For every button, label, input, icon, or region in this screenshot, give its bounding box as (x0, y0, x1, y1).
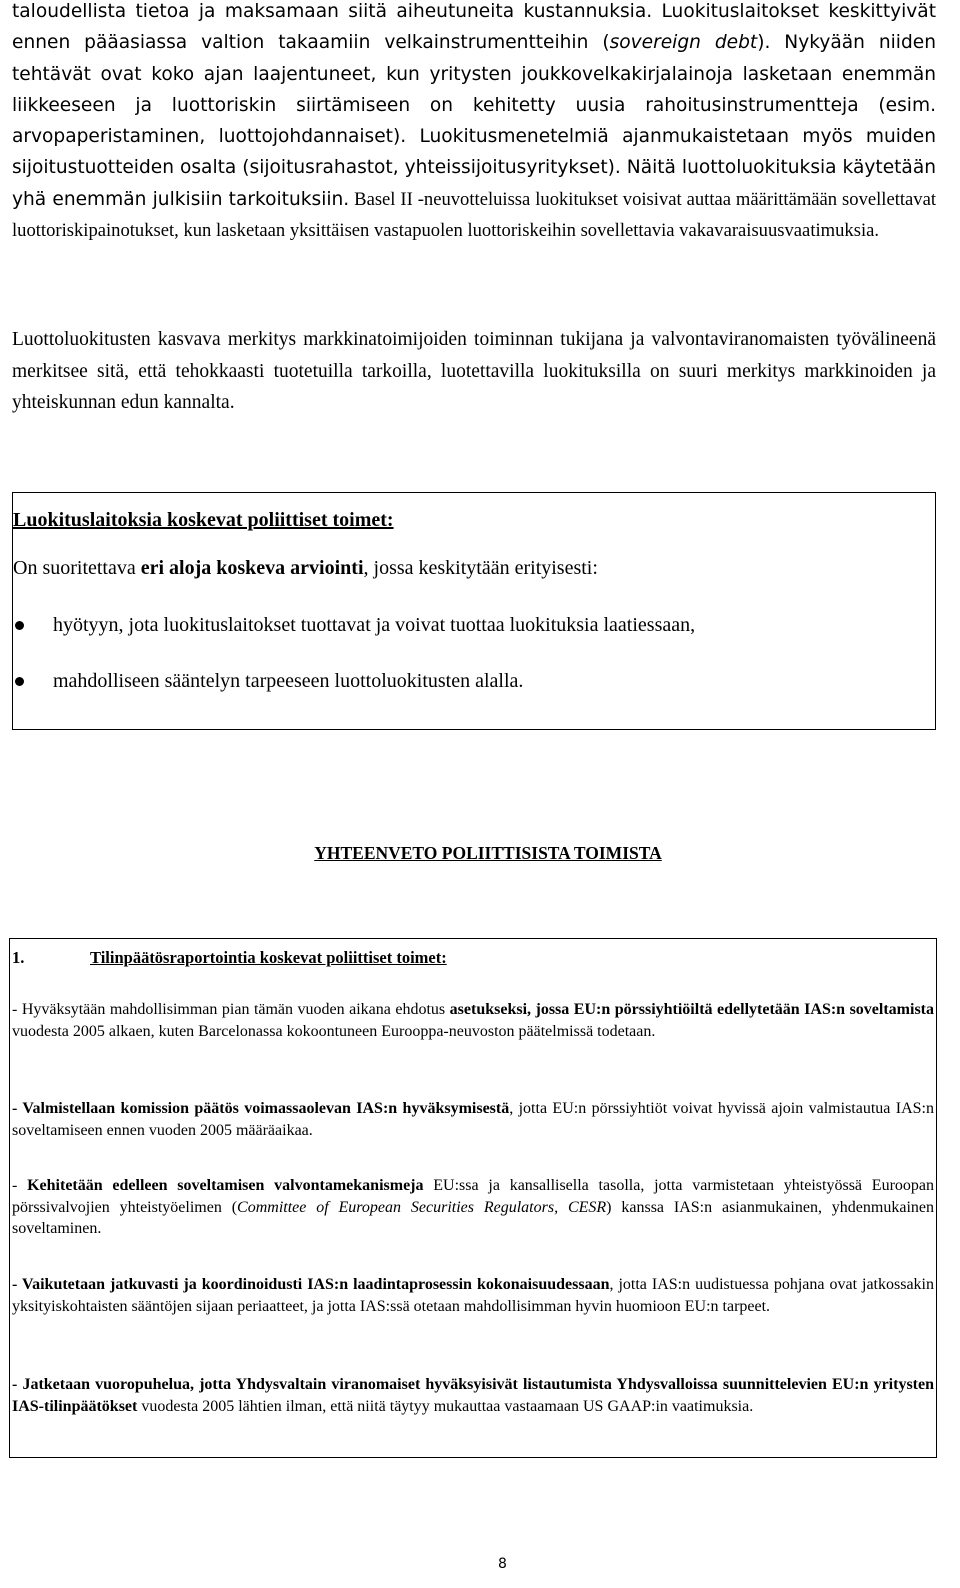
policy-box-financial-reporting (9, 938, 937, 1458)
italic-term: sovereign debt (609, 32, 758, 54)
section-number: 1. (12, 948, 25, 967)
paragraph-text: Basel II -neuvotteluissa luokitukset voisivat auttaa määrittämään sovellettavat luottoriskipainotukset, kun lasketaan yksittäisen vastapuolen luottoriskeihin sovellettavia vakavaraisuusvaatimuksia. (12, 188, 937, 242)
list-item: mahdolliseen sääntelyn tarpeeseen luottoluokitusten alalla. (13, 670, 523, 693)
list-item: - Jatketaan vuoropuhelua, jotta Yhdysvaltain viranomaiset hyväksyisivät listautumista Yhdysvalloissa suunnittelevien EU:n yritysten IAS-tilinpäätökset vuodesta 2005 lähtien ilman, että niitä täytyy mukauttaa vastaamaan US GAAP:in vaatimuksia. (12, 1376, 934, 1415)
paragraph-text: ). Nykyään niiden tehtävät ovat koko ajan laajentuneet, kun yritysten joukkovelkakirjalainoja lasketaan enemmän liikkeeseen ja luottoriskin siirtämiseen on kehitetty uusia rahoitusinstrumentteja (esim. arvopaperistaminen, luottojohdannaiset). Luokitusmenetelmiä ajanmukaistetaan myös muiden sijoitustuotteiden osalta (sijoitusrahastot, yhteissijoitusyritykset). Näitä luottoluokituksia käytetään yhä enemmän julkisiin tarkoituksiin. (12, 32, 936, 210)
list-item: hyötyyn, jota luokituslaitokset tuottavat ja voivat tuottaa luokituksia laatiessaan, (13, 614, 695, 637)
bullet-icon (15, 677, 24, 686)
list-item: - Hyväksytään mahdollisimman pian tämän vuoden aikana ehdotus asetukseksi, jossa EU:n pörssiyhtiöiltä edellytetään IAS:n soveltamista vuodesta 2005 alkaen, kuten Barcelonassa kokoontuneen Eurooppa-neuvoston päätelmissä todetaan. (12, 1001, 935, 1040)
box-title: Luokituslaitoksia koskevat poliittiset toimet: (13, 509, 394, 531)
policy-box-rating-agencies (12, 492, 936, 730)
box-intro: On suoritettava eri aloja koskeva arviointi, jossa keskitytään erityisesti: (13, 557, 598, 579)
list-item: - Vaikutetaan jatkuvasti ja koordinoidusti IAS:n laadintaprosessin kokonaisuudessaan, jotta IAS:n uudistuessa pohjana ovat jatkossakin yksityiskohtaisten sääntöjen sijaan periaatteet, ja jotta IAS:ssä otetaan mahdollisimman hyvin huomioon EU:n tarpeet. (12, 1276, 935, 1315)
paragraph-credit-rating-agencies (12, 0, 936, 246)
summary-heading: YHTEENVETO POLIITTISISTA TOIMISTA (314, 843, 662, 863)
list-item: - Kehitetään edelleen soveltamisen valvontamekanismeja EU:ssa ja kansallisella tasolla, jotta varmistetaan yhteistyössä Euroopan pörssivalvojien yhteistyöelimen (Committee of European Securities Regulators, CESR) kanssa IAS:n asianmukainen, yhdenmukainen soveltaminen. (12, 1177, 935, 1237)
page-number: 8 (498, 1556, 507, 1572)
bold-phrase: eri aloja koskeva arviointi (140, 557, 364, 579)
section-title: 1. Tilinpäätösraportointia koskevat poliittiset toimet: (12, 948, 447, 967)
list-item: - Valmistellaan komission päätös voimassaolevan IAS:n hyväksymisestä, jotta EU:n pörssiyhtiöt voivat hyvissä ajoin valmistautua IAS:n soveltamiseen ennen vuoden 2005 määräaikaa. (12, 1100, 934, 1139)
paragraph-importance: Luottoluokitusten kasvava merkitys markkinatoimijoiden toiminnan tukijana ja valvontaviranomaisten työvälineenä merkitsee sitä, että tehokkaasti tuotetuilla tarkoilla, luotettavilla luokituksilla on suuri merkitys markkinoiden ja yhteiskunnan edun kannalta. (12, 329, 936, 413)
paragraph-text: taloudellista tietoa ja maksamaan siitä aiheutuneita kustannuksia. Luokituslaitokset keskittyivät ennen pääasiassa valtion takaamiin velkainstrumentteihin ( (12, 1, 936, 54)
bullet-icon (15, 621, 24, 630)
